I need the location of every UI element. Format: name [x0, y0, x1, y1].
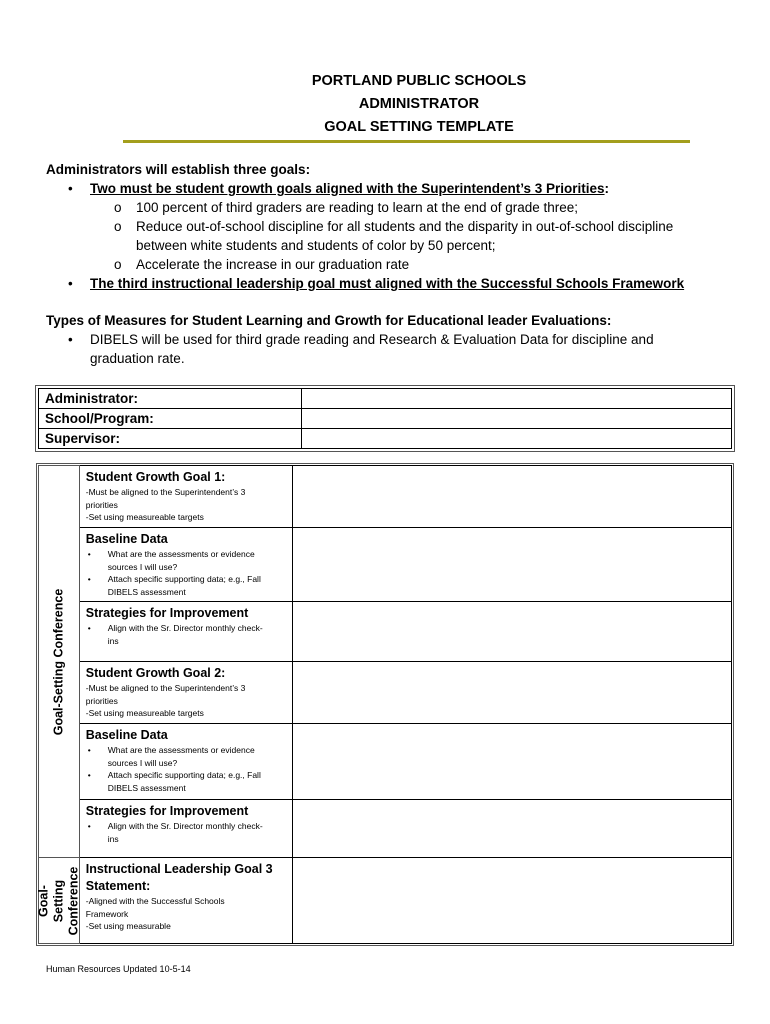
measures-heading: Types of Measures for Student Learning and Growth for Educational leader Evaluations: — [46, 313, 612, 328]
document-title — [0, 70, 770, 139]
baseline-2-item-1a: What are the assessments or evidence — [107, 745, 255, 755]
goal-1-line-3: -Set using measureable targets — [85, 512, 204, 522]
side-label-line-1: Goal- — [36, 884, 51, 917]
goal-2-answer[interactable] — [292, 662, 731, 724]
bullet-leadership-goal — [46, 274, 716, 293]
strategies-2-item-1b: ins — [107, 833, 119, 844]
title-line-1: PORTLAND PUBLIC SCHOOLS — [311, 73, 527, 89]
table-row — [39, 429, 732, 449]
goal-1-cell — [79, 466, 292, 528]
goal-1-line-1: -Must be aligned to the Superintendent’s 3 — [85, 487, 246, 497]
baseline-2-cell — [79, 724, 292, 800]
baseline-1-item-1b: sources I will use? — [107, 561, 178, 572]
supervisor-field[interactable] — [301, 429, 731, 449]
administrator-label: Administrator: — [39, 389, 302, 409]
strategies-2-item-1a: Align with the Sr. Director monthly check- — [107, 821, 263, 831]
bullet-icon: • — [87, 770, 91, 780]
goal-2-cell — [79, 662, 292, 724]
baseline-1-item-2b: DIBELS assessment — [107, 586, 186, 597]
side-label-line-2: Setting — [51, 879, 66, 922]
bullet-growth-goals-suffix: : — [604, 181, 610, 196]
priority-2-text-a: Reduce out-of-school discipline for all students and the disparity in out-of-school discipline — [136, 219, 674, 234]
strategies-2-answer[interactable] — [292, 800, 731, 858]
measures-text-b: graduation rate. — [90, 351, 185, 366]
sub-bullet-icon: o — [114, 257, 122, 272]
supervisor-label: Supervisor: — [39, 429, 302, 449]
goals-table — [38, 465, 732, 944]
goal-3-cell — [79, 858, 292, 944]
bullet-icon: • — [68, 332, 73, 347]
strategies-2-title: Strategies for Improvement — [85, 804, 249, 818]
goal-setting-conference-cell-2 — [36, 858, 81, 944]
school-field[interactable] — [301, 409, 731, 429]
baseline-2-answer[interactable] — [292, 724, 731, 800]
priority-1 — [46, 198, 716, 217]
priority-2-text-b: between white students and students of color by 50 percent; — [136, 238, 496, 253]
goal-1-line-2: priorities — [85, 499, 118, 510]
baseline-1-cell — [79, 528, 292, 602]
priority-1-text: 100 percent of third graders are reading to learn at the end of grade three; — [136, 200, 579, 215]
goal-3-title-a: Instructional Leadership Goal 3 — [85, 862, 273, 876]
bullet-icon: • — [87, 549, 91, 559]
goal-1-answer[interactable] — [292, 466, 731, 528]
list-item — [86, 769, 286, 794]
bullet-growth-goals-text: Two must be student growth goals aligned with the Superintendent’s 3 Priorities — [90, 181, 605, 196]
goal-2-line-1: -Must be aligned to the Superintendent’s 3 — [85, 683, 246, 693]
baseline-2-title: Baseline Data — [85, 728, 168, 742]
strategies-1-answer[interactable] — [292, 602, 731, 662]
baseline-1-item-1a: What are the assessments or evidence — [107, 549, 255, 559]
title-line-3: GOAL SETTING TEMPLATE — [324, 119, 514, 135]
baseline-1-title: Baseline Data — [85, 532, 168, 546]
table-row — [39, 800, 732, 858]
goal-3-answer[interactable] — [292, 858, 731, 944]
administrator-field[interactable] — [301, 389, 731, 409]
goal-2-title: Student Growth Goal 2: — [85, 666, 226, 680]
list-item — [86, 573, 286, 598]
footer-text: Human Resources Updated 10-5-14 — [46, 964, 191, 974]
priority-2 — [46, 217, 716, 255]
baseline-2-item-2b: DIBELS assessment — [107, 782, 186, 793]
table-row — [39, 409, 732, 429]
list-item — [86, 820, 286, 845]
intro-section — [46, 160, 716, 368]
strategies-2-cell — [79, 800, 292, 858]
sub-bullet-icon: o — [114, 200, 122, 215]
goal-3-title-b: Statement: — [85, 879, 151, 893]
list-item — [86, 548, 286, 573]
bullet-growth-goals — [46, 179, 716, 198]
priority-3-text: Accelerate the increase in our graduation rate — [136, 257, 410, 272]
goal-1-title: Student Growth Goal 1: — [85, 470, 226, 484]
goal-3-line-1: -Aligned with the Successful Schools — [85, 896, 225, 906]
table-row — [39, 662, 732, 724]
bullet-icon: • — [68, 181, 73, 196]
strategies-1-item-1b: ins — [107, 635, 119, 646]
goal-setting-conference-cell — [39, 466, 80, 858]
table-row — [39, 602, 732, 662]
table-row — [39, 528, 732, 602]
baseline-2-item-1b: sources I will use? — [107, 757, 178, 768]
baseline-1-answer[interactable] — [292, 528, 731, 602]
goal-setting-conference-label-2 — [36, 866, 81, 935]
bullet-measures — [46, 330, 716, 368]
bullet-icon: • — [87, 821, 91, 831]
priority-3 — [46, 255, 716, 274]
goal-2-line-2: priorities — [85, 695, 118, 706]
goal-3-line-3: -Set using measurable — [85, 921, 171, 931]
table-row — [39, 724, 732, 800]
bullet-icon: • — [87, 745, 91, 755]
strategies-1-item-1a: Align with the Sr. Director monthly check- — [107, 623, 263, 633]
bullet-icon: • — [87, 574, 91, 584]
info-table — [38, 388, 732, 449]
sub-bullet-icon: o — [114, 219, 122, 234]
side-label-line-3: Conference — [66, 866, 81, 935]
goals-heading: Administrators will establish three goals: — [46, 162, 311, 177]
bullet-icon: • — [87, 623, 91, 633]
title-line-2: ADMINISTRATOR — [358, 96, 480, 112]
school-label: School/Program: — [39, 409, 302, 429]
table-row — [39, 858, 732, 944]
bullet-icon: • — [68, 276, 73, 291]
baseline-2-item-2a: Attach specific supporting data; e.g., Fall — [107, 770, 261, 780]
table-row — [39, 389, 732, 409]
strategies-1-cell — [79, 602, 292, 662]
table-row — [39, 466, 732, 528]
list-item — [86, 744, 286, 769]
measures-text-a: DIBELS will be used for third grade reading and Research & Evaluation Data for discipline and — [90, 332, 654, 347]
goal-2-line-3: -Set using measureable targets — [85, 708, 204, 718]
baseline-1-item-2a: Attach specific supporting data; e.g., Fall — [107, 574, 261, 584]
goal-3-line-2: Framework — [85, 908, 129, 919]
list-item — [86, 622, 286, 647]
title-rule — [123, 140, 690, 143]
bullet-leadership-goal-text: The third instructional leadership goal must aligned with the Successful Schools Framework — [90, 276, 685, 291]
strategies-1-title: Strategies for Improvement — [85, 606, 249, 620]
goal-setting-conference-label: Goal-Setting Conference — [51, 588, 66, 735]
